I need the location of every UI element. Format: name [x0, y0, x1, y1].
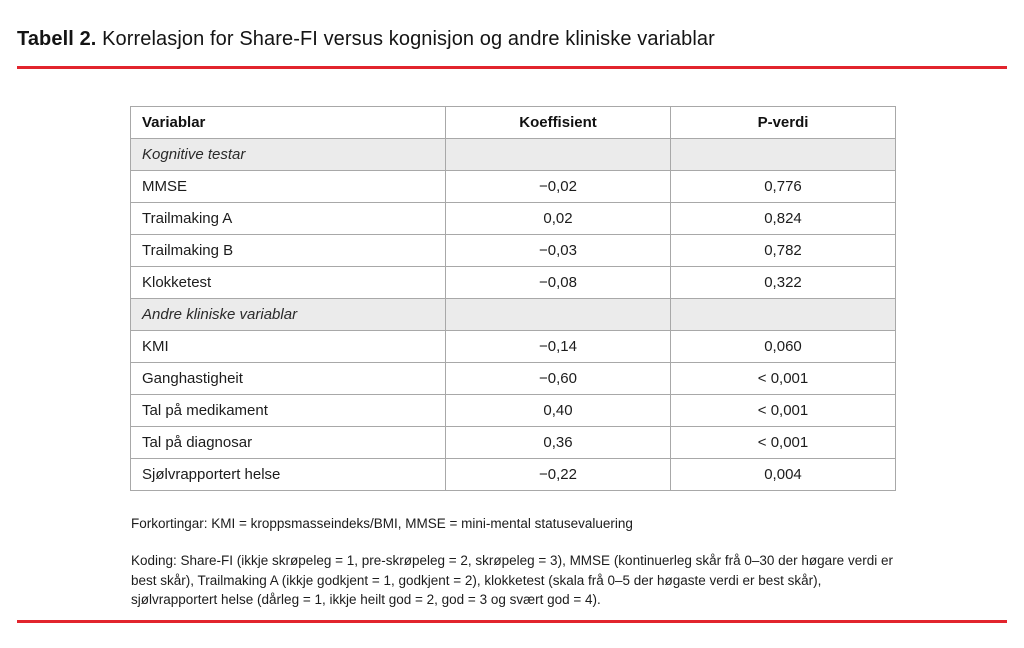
- table-caption: Korrelasjon for Share-FI versus kognisjon og andre kliniske variablar: [96, 28, 715, 50]
- table-row-sjolvrapportert-helse: [131, 459, 896, 491]
- table-row-mmse: [131, 171, 896, 203]
- empty-cell: [446, 139, 671, 171]
- p-value-cell: 0,060: [671, 331, 896, 363]
- section-row-kognitive-testar: [131, 139, 896, 171]
- variable-cell: KMI: [131, 331, 446, 363]
- p-value-cell: 0,322: [671, 267, 896, 299]
- col-header-koeffisient: Koeffisient: [446, 107, 671, 139]
- table-title: [17, 28, 715, 51]
- variable-cell: Klokketest: [131, 267, 446, 299]
- table-row-trailmaking-a: [131, 203, 896, 235]
- section-label: Andre kliniske variablar: [131, 299, 446, 331]
- table-row-ganghastigheit: [131, 363, 896, 395]
- empty-cell: [446, 299, 671, 331]
- coding-footnote: Koding: Share-FI (ikkje skrøpeleg = 1, pre-skrøpeleg = 2, skrøpeleg = 3), MMSE (kontinuerleg skår frå 0–30 der høgare verdi er best skår), Trailmaking A (ikkje godkjent = 1, godkjent = 2), klokketest (skala frå 0–5 der høgaste verdi er best skår), sjølvrapportert helse (dårleg = 1, ikkje heilt god = 2, god = 3 og svært god = 4).: [131, 553, 893, 607]
- p-value-cell: 0,004: [671, 459, 896, 491]
- coefficient-cell: −0,08: [446, 267, 671, 299]
- p-value-cell: < 0,001: [671, 427, 896, 459]
- coefficient-cell: 0,36: [446, 427, 671, 459]
- section-row-andre-kliniske-variablar: [131, 299, 896, 331]
- coefficient-cell: −0,03: [446, 235, 671, 267]
- correlation-table: [130, 106, 896, 491]
- table-row-tal-pa-medikament: [131, 395, 896, 427]
- table-header-row: [131, 107, 896, 139]
- bottom-divider-rule: [17, 620, 1007, 623]
- coefficient-cell: −0,14: [446, 331, 671, 363]
- p-value-cell: 0,782: [671, 235, 896, 267]
- empty-cell: [671, 299, 896, 331]
- section-label: Kognitive testar: [131, 139, 446, 171]
- p-value-cell: < 0,001: [671, 363, 896, 395]
- coefficient-cell: −0,02: [446, 171, 671, 203]
- col-header-p-verdi: P-verdi: [671, 107, 896, 139]
- coefficient-cell: −0,22: [446, 459, 671, 491]
- variable-cell: Tal på medikament: [131, 395, 446, 427]
- p-value-cell: < 0,001: [671, 395, 896, 427]
- top-divider-rule: [17, 66, 1007, 69]
- p-value-cell: 0,824: [671, 203, 896, 235]
- p-value-cell: 0,776: [671, 171, 896, 203]
- empty-cell: [671, 139, 896, 171]
- coefficient-cell: 0,40: [446, 395, 671, 427]
- variable-cell: Sjølvrapportert helse: [131, 459, 446, 491]
- variable-cell: Trailmaking B: [131, 235, 446, 267]
- table-row-klokketest: [131, 267, 896, 299]
- variable-cell: Tal på diagnosar: [131, 427, 446, 459]
- abbreviations-footnote: Forkortingar: KMI = kroppsmasseindeks/BMI, MMSE = mini-mental statusevaluering: [131, 516, 633, 531]
- variable-cell: MMSE: [131, 171, 446, 203]
- coefficient-cell: −0,60: [446, 363, 671, 395]
- table-row-trailmaking-b: [131, 235, 896, 267]
- table-row-kmi: [131, 331, 896, 363]
- coefficient-cell: 0,02: [446, 203, 671, 235]
- table-row-tal-pa-diagnosar: [131, 427, 896, 459]
- variable-cell: Trailmaking A: [131, 203, 446, 235]
- variable-cell: Ganghastigheit: [131, 363, 446, 395]
- table-number-label: Tabell 2.: [17, 28, 97, 50]
- col-header-variablar: Variablar: [131, 107, 446, 139]
